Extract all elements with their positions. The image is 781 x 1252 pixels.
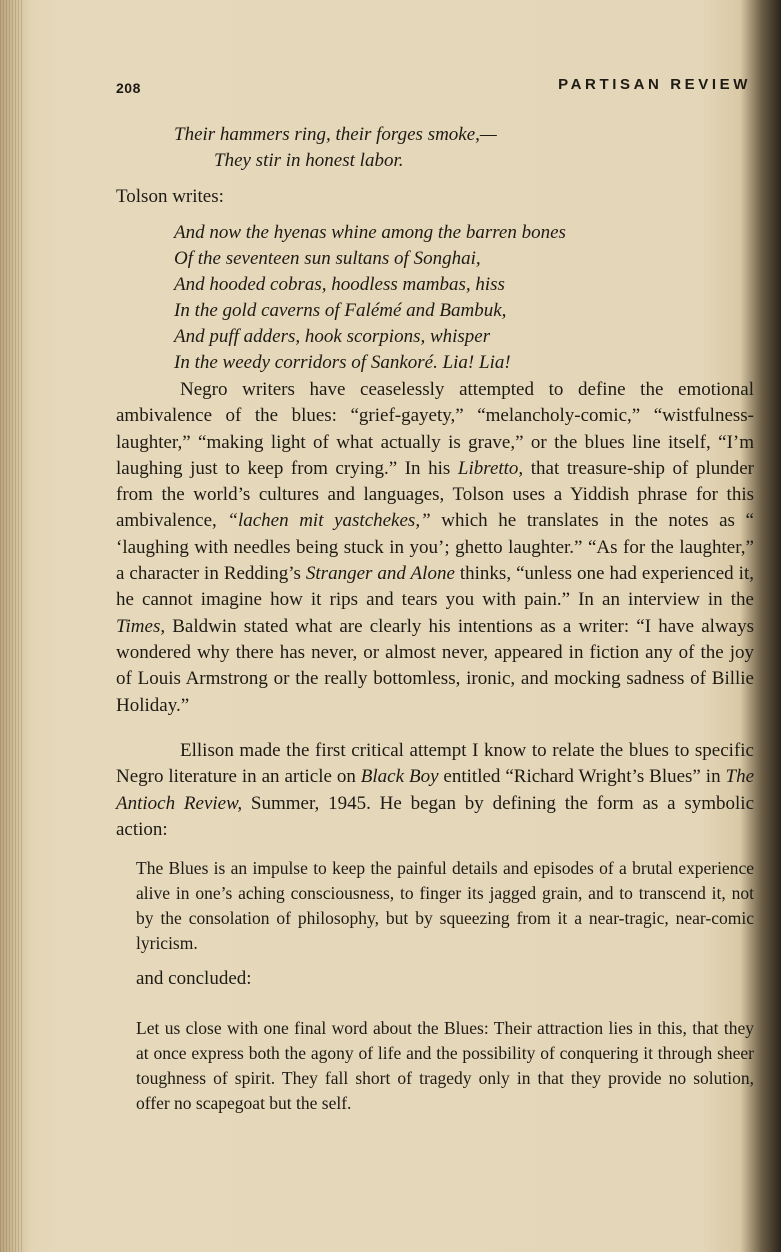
verse-line: They stir in honest labor. <box>214 150 404 171</box>
block-quote-1: The Blues is an impulse to keep the painful details and episodes of a brutal experience alive in one’s aching consciousness, to finger its jagged grain, and to transcend it, not by the consolation of philosophy, but by squeezing from it a near-tragic, near-comic lyricism. <box>136 858 754 953</box>
concluded-line: and concluded: <box>136 968 252 989</box>
italic-title: Libretto, <box>457 457 524 479</box>
page-number: 208 <box>116 80 141 96</box>
verse-line: And puff adders, hook scorpions, whisper <box>174 326 491 347</box>
paragraph-1 <box>116 377 754 719</box>
italic-phrase: “lachen mit yastchekes,” <box>227 510 431 532</box>
verse-block-1 <box>174 122 781 174</box>
italic-title: Times, <box>116 615 166 637</box>
italic-title: Stranger and Alone <box>305 563 455 585</box>
verse-line: And now the hyenas whine among the barren bones <box>174 222 566 243</box>
verse-line: Of the seventeen sun sultans of Songhai, <box>174 248 481 269</box>
block-quote-2: Let us close with one final word about the Blues: Their attraction lies in this, that they at once express both the agony of life and the possibility of conquering it through sheer toughness of spirit. They fall short of tragedy only in that they provide no solution, offer no scapegoat but the self. <box>136 1018 754 1113</box>
paragraph-2 <box>116 738 754 843</box>
page-header <box>116 76 751 100</box>
verse-line: In the weedy corridors of Sankoré. Lia! Lia! <box>174 352 511 373</box>
verse-line: In the gold caverns of Falémé and Bambuk, <box>174 300 507 321</box>
running-head: PARTISAN REVIEW <box>558 76 751 93</box>
paragraph-text: Ellison made the first critical attempt I know to relate the blues to specific Negro literature in an article on Black Boy entitled “Richard Wright’s Blues” in The Antioch Review, Summer, 1945. He began by defining the form as a symbolic action: <box>116 740 755 840</box>
italic-title: Black Boy <box>360 766 439 788</box>
intro-line: Tolson writes: <box>116 186 224 207</box>
verse-line: And hooded cobras, hoodless mambas, hiss <box>174 274 505 295</box>
paragraph-text: Negro writers have ceaselessly attempted to define the emotional ambivalence of the blues: “grief-gayety,” “melancholy-comic,” “wistfulness-laughter,” “making light of what actually is grave,” or the blues line itself, “I’m laughing just to keep from crying.” In his Libretto, that treasure-ship of plunder from the world’s cultures and languages, Tolson uses a Yiddish phrase for this ambivalence, “lachen mit yastchekes,” which he translates in the notes as “ ‘laughing with needles being stuck in you’; ghetto laughter.” “As for the laughter,” a character in Redding’s Stranger and Alone thinks, “unless one had experienced it, he cannot imagine how it rips and tears you with pain.” In an interview in the Times, Baldwin stated what are clearly his intentions as a writer: “I have always wondered why there has never, or almost never, appeared in fiction any of the joy of Louis Armstrong or the really bottomless, ironic, and mocking sadness of Billie Holiday.” <box>116 379 754 716</box>
verse-line: Their hammers ring, their forges smoke,— <box>174 124 497 145</box>
italic-title: The Antioch Review, <box>116 766 754 814</box>
verse-block-2 <box>174 220 781 376</box>
